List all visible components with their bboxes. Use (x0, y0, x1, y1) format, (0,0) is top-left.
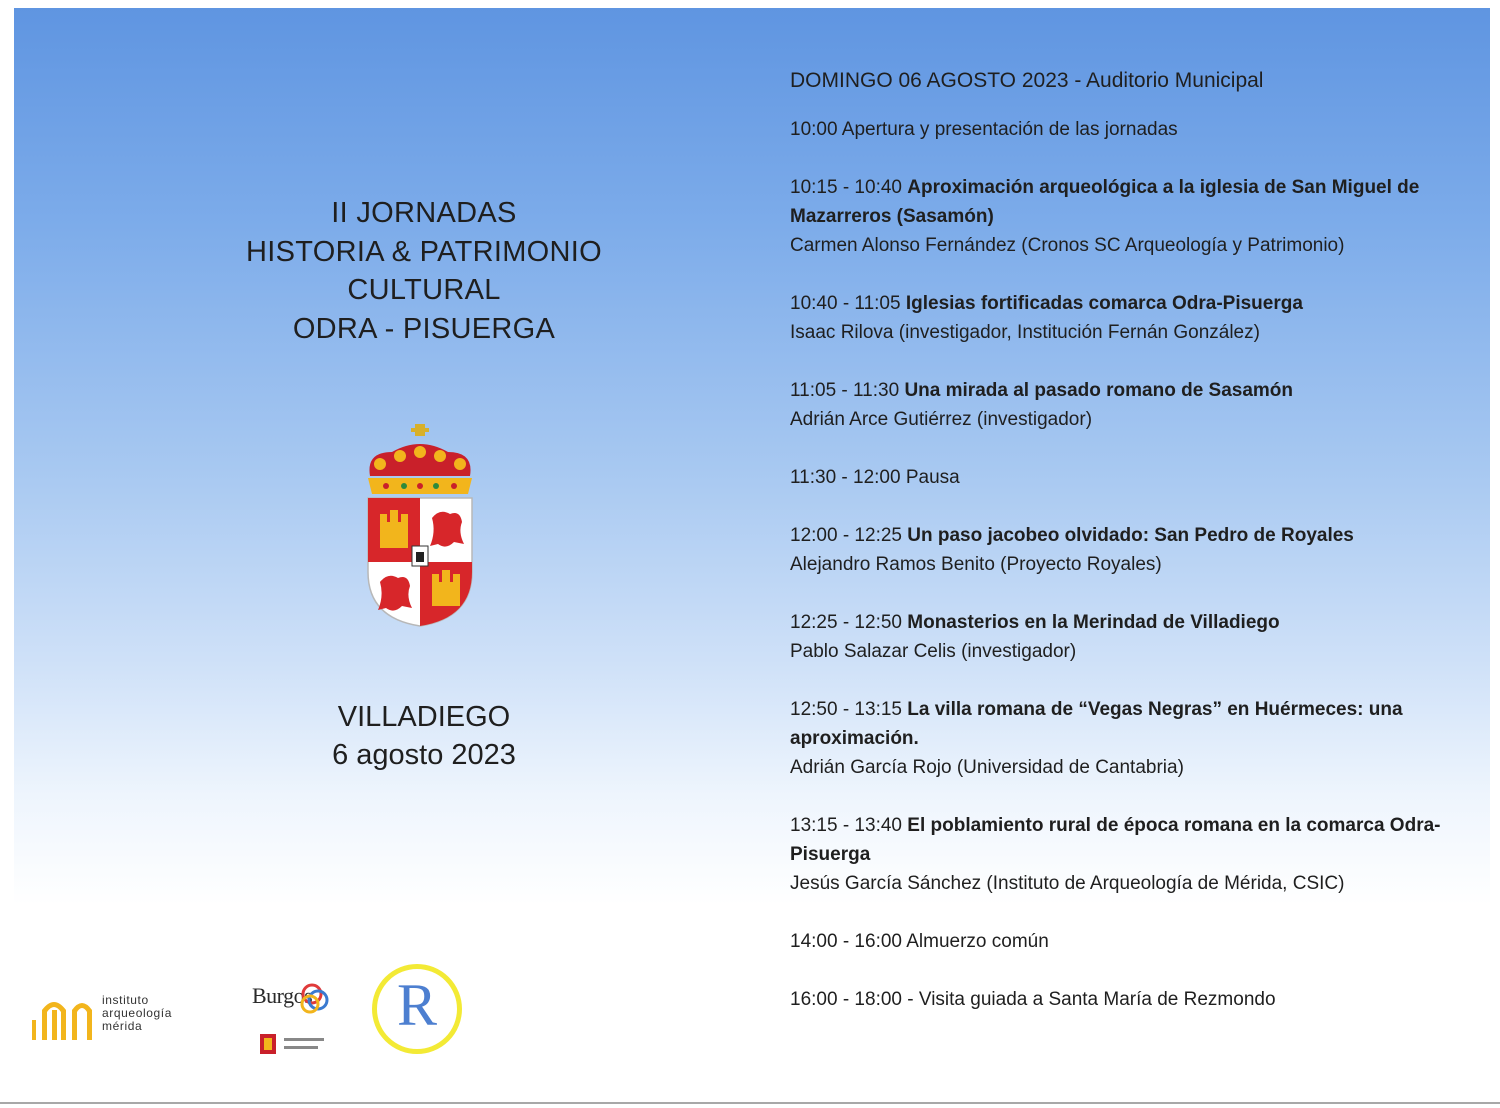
schedule-item-time: 16:00 - 18:00 (790, 989, 902, 1010)
scan-edge (0, 1102, 1500, 1104)
schedule-item-time: 11:30 - 12:00 (790, 467, 901, 488)
royales-logo (372, 964, 462, 1054)
schedule-list (790, 115, 1480, 1014)
title-line-4: ODRA - PISUERGA (292, 312, 556, 345)
schedule-item (790, 927, 1480, 956)
event-title (174, 194, 674, 348)
schedule-item-title: Aproximación arqueológica a la iglesia de San Miguel de Mazarreros (Sasamón) (790, 177, 1420, 227)
schedule-item (790, 985, 1480, 1014)
schedule-item-speaker: Isaac Rilova (investigador, Institución Fernán González) (790, 322, 1260, 343)
schedule-item-time: 14:00 - 16:00 (790, 931, 902, 952)
schedule-item (790, 463, 1480, 492)
schedule-item-title: Una mirada al pasado romano de Sasamón (904, 380, 1294, 401)
schedule-item-title: El poblamiento rural de época romana en la comarca Odra-Pisuerga (790, 815, 1441, 865)
schedule-item-time: 11:05 - 11:30 (790, 380, 900, 401)
title-line-2: HISTORIA & PATRIMONIO (246, 235, 602, 268)
schedule-item (790, 608, 1480, 666)
schedule-item-time: 13:15 - 13:40 (790, 815, 902, 836)
schedule-item-title: Monasterios en la Merindad de Villadiego (907, 612, 1280, 633)
schedule-item-time: 10:15 - 10:40 (790, 177, 902, 198)
schedule-item-time: 12:50 - 13:15 (790, 699, 902, 720)
schedule-item-title: Apertura y presentación de las jornadas (841, 119, 1178, 140)
schedule-item-time: 10:40 - 11:05 (790, 293, 901, 314)
schedule-heading: DOMINGO 06 AGOSTO 2023 - Auditorio Municipal (790, 69, 1264, 92)
event-date: 6 agosto 2023 (332, 739, 516, 771)
event-place: VILLADIEGO (337, 701, 511, 733)
schedule-item-time: 12:00 - 12:25 (790, 525, 902, 546)
title-line-3: CULTURAL (347, 274, 501, 306)
coat-of-arms-icon (346, 422, 494, 630)
schedule-item (790, 811, 1480, 898)
royales-logo-letter: R (396, 972, 438, 1038)
schedule-item-speaker: Pablo Salazar Celis (investigador) (790, 641, 1077, 662)
iam-line-1: instituto (102, 993, 149, 1007)
schedule-item-speaker: Alejandro Ramos Benito (Proyecto Royales) (790, 554, 1162, 575)
schedule-item-speaker: Adrián Arce Gutiérrez (investigador) (790, 409, 1093, 430)
schedule-item-title: Pausa (905, 467, 960, 488)
schedule-item (790, 173, 1480, 260)
schedule-item-title: La villa romana de “Vegas Negras” en Huérmeces: una aproximación. (790, 699, 1403, 749)
schedule-item-title: Iglesias fortificadas comarca Odra-Pisuerga (905, 293, 1303, 314)
schedule-item-title: - Visita guiada a Santa María de Rezmondo (907, 989, 1276, 1010)
iam-logo-text (102, 994, 172, 1033)
schedule-item-time: 10:00 (790, 119, 838, 140)
schedule-item (790, 695, 1480, 782)
schedule-item (790, 115, 1480, 144)
schedule-item-speaker: Jesús García Sánchez (Instituto de Arqueología de Mérida, CSIC) (790, 873, 1345, 894)
poster (14, 8, 1490, 1102)
title-line-1: II JORNADAS (331, 197, 517, 229)
schedule-item (790, 521, 1480, 579)
burgos-logo-text: Burgos (252, 983, 313, 1008)
schedule (790, 66, 1480, 1043)
schedule-item (790, 289, 1480, 347)
schedule-item-speaker: Adrián García Rojo (Universidad de Cantabria) (790, 757, 1184, 778)
schedule-item-title: Almuerzo común (906, 931, 1049, 952)
schedule-item (790, 376, 1480, 434)
schedule-item-time: 12:25 - 12:50 (790, 612, 902, 633)
crown-icon (368, 424, 472, 494)
iam-line-3: mérida (102, 1019, 143, 1033)
iam-line-2: arqueología (102, 1006, 172, 1020)
schedule-item-speaker: Carmen Alonso Fernández (Cronos SC Arqueología y Patrimonio) (790, 235, 1345, 256)
schedule-item-title: Un paso jacobeo olvidado: San Pedro de Royales (907, 525, 1354, 546)
event-place-date (224, 698, 624, 774)
burgos-logo-icon (250, 970, 350, 1060)
